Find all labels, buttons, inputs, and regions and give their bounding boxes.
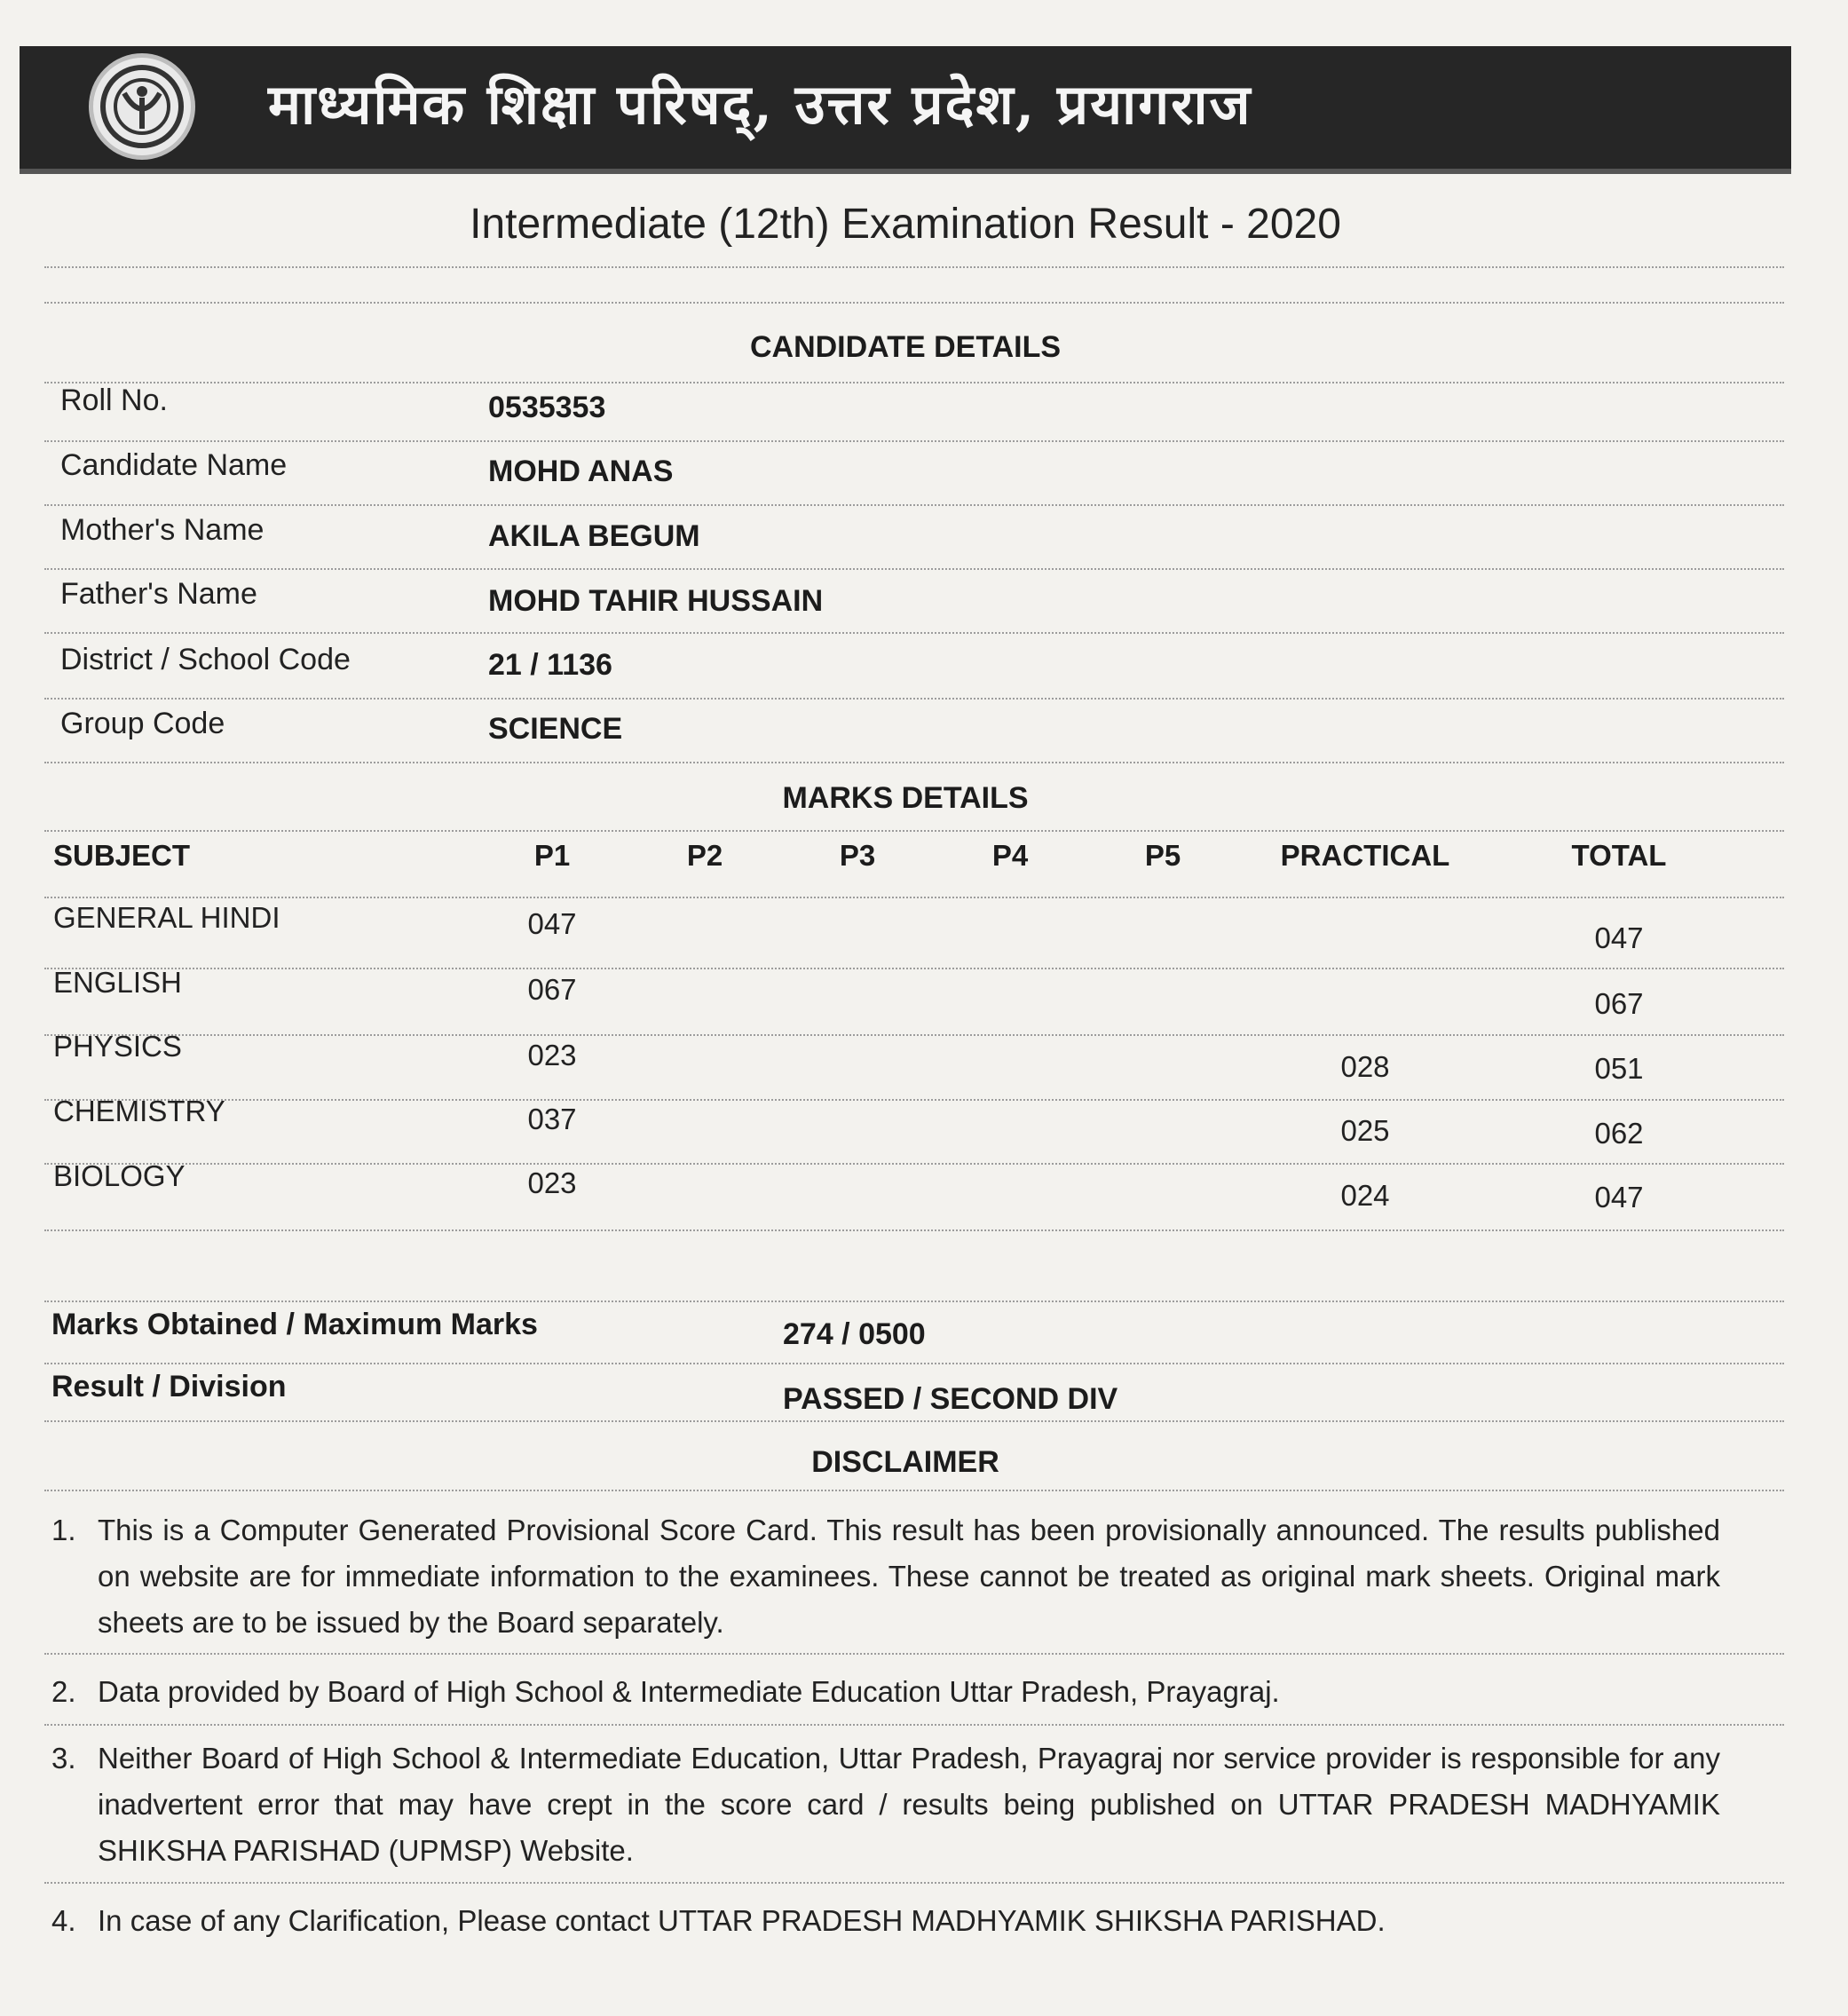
divider: [44, 568, 1784, 570]
divider: [44, 1882, 1784, 1884]
divider: [44, 302, 1784, 304]
exam-title: Intermediate (12th) Examination Result - 2020: [470, 201, 1341, 248]
divider: [44, 632, 1784, 634]
disclaimer-number: 2.: [51, 1675, 76, 1708]
disclaimer-text: In case of any Clarification, Please contact UTTAR PRADESH MADHYAMIK SHIKSHA PARISHAD.: [98, 1904, 1386, 1937]
group-code-label: Group Code: [60, 707, 225, 740]
disclaimer-text: Neither Board of High School & Intermediate Education, Uttar Pradesh, Prayagraj nor service provider is responsible for any inadvertent error that may have crept in the score card / results being published on UTTAR PRADESH MADHYAMIK SHIKSHA PARISHAD (UPMSP) Website.: [98, 1742, 1720, 1867]
divider: [44, 1653, 1784, 1655]
divider: [44, 968, 1784, 969]
mother-name-value: AKILA BEGUM: [488, 519, 700, 553]
practical-cell: 024: [1340, 1179, 1390, 1212]
p1-cell: 047: [527, 907, 577, 940]
divider: [44, 382, 1784, 383]
candidate-details-heading: CANDIDATE DETAILS: [749, 330, 1062, 364]
roll-no-value: 0535353: [488, 391, 606, 424]
candidate-name-value: MOHD ANAS: [488, 455, 674, 488]
district-school-code-label: District / School Code: [60, 643, 351, 676]
group-code-value: SCIENCE: [488, 712, 623, 746]
disclaimer-number: 4.: [51, 1904, 76, 1937]
col-total: TOTAL: [1571, 839, 1667, 872]
divider: [44, 1301, 1784, 1302]
practical-cell: 028: [1340, 1050, 1390, 1083]
subject-cell: PHYSICS: [53, 1030, 182, 1063]
father-name-label: Father's Name: [60, 577, 257, 611]
disclaimer-item: [51, 1669, 1720, 1715]
marks-obtained-label: Marks Obtained / Maximum Marks: [51, 1308, 538, 1341]
district-school-code-value: 21 / 1136: [488, 648, 612, 682]
divider: [44, 1229, 1784, 1231]
p1-cell: 067: [527, 973, 577, 1006]
result-division-label: Result / Division: [51, 1370, 287, 1403]
total-cell: 047: [1594, 921, 1644, 954]
divider: [44, 698, 1784, 700]
col-p1: P1: [533, 839, 571, 872]
total-cell: 051: [1594, 1052, 1644, 1085]
divider: [44, 1099, 1784, 1101]
practical-cell: 025: [1340, 1114, 1390, 1147]
p1-cell: 023: [527, 1166, 577, 1199]
divider: [44, 897, 1784, 898]
candidate-name-label: Candidate Name: [60, 448, 288, 482]
divider: [44, 266, 1784, 268]
divider: [44, 1363, 1784, 1364]
subject-cell: ENGLISH: [53, 966, 182, 999]
disclaimer-text: Data provided by Board of High School & Intermediate Education Uttar Pradesh, Prayagraj.: [98, 1675, 1280, 1708]
divider: [44, 1034, 1784, 1036]
col-p4: P4: [991, 839, 1029, 872]
marks-obtained-value: 274 / 0500: [783, 1317, 926, 1351]
header-band: [20, 46, 1791, 174]
marks-details-heading: MARKS DETAILS: [782, 781, 1029, 815]
board-title: माध्यमिक शिक्षा परिषद्, उत्तर प्रदेश, प्रयागराज: [268, 72, 1252, 137]
col-p5: P5: [1144, 839, 1181, 872]
col-subject: SUBJECT: [53, 839, 191, 872]
subject-cell: GENERAL HINDI: [53, 901, 280, 934]
divider: [44, 1490, 1784, 1491]
total-cell: 067: [1594, 987, 1644, 1020]
p1-cell: 037: [527, 1103, 577, 1135]
col-p3: P3: [839, 839, 876, 872]
divider: [44, 1163, 1784, 1165]
father-name-value: MOHD TAHIR HUSSAIN: [488, 584, 824, 618]
disclaimer-text: This is a Computer Generated Provisional Score Card. This result has been provisionally announced. The results published on website are for immediate information to the examinees. These cannot be treated as original mark sheets. Original mark sheets are to be issued by the Board separately.: [98, 1514, 1720, 1639]
up-government-emblem-icon: [89, 53, 195, 160]
disclaimer-number: 1.: [51, 1514, 76, 1546]
divider: [44, 504, 1784, 506]
col-practical: PRACTICAL: [1280, 839, 1450, 872]
disclaimer-heading: DISCLAIMER: [811, 1445, 999, 1479]
result-division-value: PASSED / SECOND DIV: [783, 1382, 1118, 1416]
divider: [44, 1724, 1784, 1726]
total-cell: 062: [1594, 1117, 1644, 1150]
disclaimer-number: 3.: [51, 1742, 76, 1775]
disclaimer-item: [51, 1735, 1720, 1874]
subject-cell: BIOLOGY: [53, 1159, 186, 1192]
disclaimer-item: [51, 1507, 1720, 1646]
total-cell: 047: [1594, 1181, 1644, 1214]
roll-no-label: Roll No.: [60, 383, 168, 417]
mother-name-label: Mother's Name: [60, 513, 265, 547]
divider: [44, 440, 1784, 442]
divider: [44, 762, 1784, 763]
divider: [44, 830, 1784, 832]
subject-cell: CHEMISTRY: [53, 1095, 225, 1127]
disclaimer-item: [51, 1898, 1720, 1944]
col-p2: P2: [686, 839, 723, 872]
p1-cell: 023: [527, 1039, 577, 1071]
divider: [44, 1420, 1784, 1422]
